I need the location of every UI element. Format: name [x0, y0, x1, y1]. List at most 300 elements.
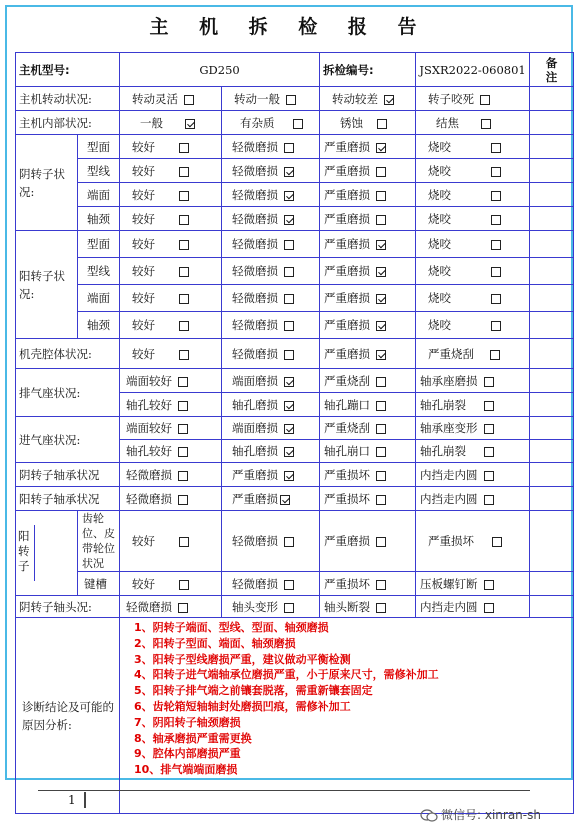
casing-label: 机壳腔体状况: — [16, 339, 120, 369]
male-rotor-row — [16, 258, 574, 285]
remark-cell — [530, 596, 574, 618]
option-label: 轻微磨损 — [232, 163, 279, 178]
checkbox-checked[interactable] — [280, 495, 290, 505]
option-cell — [416, 440, 530, 463]
inspection-table — [15, 52, 574, 814]
checkbox-unchecked[interactable] — [178, 447, 188, 457]
option-label: 轴孔崩裂 — [420, 444, 467, 458]
option-cell — [222, 111, 320, 135]
conclusion-item: 8、轴承磨损严重需更换 — [134, 731, 252, 745]
option-label: 严重磨损 — [324, 163, 371, 178]
option-label: 轴孔崩口 — [324, 444, 371, 458]
rotation-opt-0 — [120, 87, 222, 111]
option-cell — [222, 369, 320, 393]
option-label: 一般 — [140, 115, 164, 130]
checkbox-unchecked[interactable] — [184, 95, 194, 105]
option-label: 严重损坏 — [324, 576, 371, 591]
watermark-text: 微信号: xinran-sh — [441, 808, 541, 822]
option-cell — [416, 369, 530, 393]
checkbox-unchecked[interactable] — [484, 401, 494, 411]
part-label: 轴颈 — [78, 312, 120, 339]
checkbox-unchecked[interactable] — [293, 119, 303, 129]
option-cell — [120, 417, 222, 440]
male-bearing-label: 阳转子轴承状况 — [16, 487, 120, 511]
conclusion-item: 3、阳转子型线磨损严重，建议做动平衡检测 — [134, 652, 351, 666]
option-cell — [416, 487, 530, 511]
option-label: 烧咬 — [428, 264, 452, 278]
watermark — [420, 806, 541, 823]
option-cell — [222, 135, 320, 159]
checkbox-checked[interactable] — [376, 240, 386, 250]
option-cell — [222, 339, 320, 369]
option-label: 端面磨损 — [232, 421, 279, 435]
part-label: 端面 — [78, 285, 120, 312]
option-label: 严重磨损 — [324, 187, 371, 202]
option-label: 轻微磨损 — [232, 264, 279, 278]
checkbox-unchecked[interactable] — [484, 495, 494, 505]
checkbox-unchecked[interactable] — [376, 377, 386, 387]
checkbox-unchecked[interactable] — [179, 191, 189, 201]
remark-cell — [530, 312, 574, 339]
option-label: 轻微磨损 — [232, 346, 279, 361]
remark-cell — [530, 487, 574, 511]
part-label: 型面 — [78, 135, 120, 159]
checkbox-unchecked[interactable] — [376, 447, 386, 457]
option-label: 严重磨损 — [324, 237, 371, 251]
male-rotor-row — [16, 285, 574, 312]
key-label: 键槽 — [78, 572, 120, 596]
option-label: 轻微磨损 — [232, 237, 279, 251]
checkbox-unchecked[interactable] — [179, 321, 189, 331]
option-label: 较好 — [132, 291, 156, 305]
checkbox-unchecked[interactable] — [491, 267, 501, 277]
remark-cell — [530, 440, 574, 463]
option-label: 轴头变形 — [232, 599, 279, 614]
option-label: 严重磨损 — [232, 491, 279, 506]
option-label: 严重烧刮 — [428, 346, 475, 361]
option-label: 轴孔较好 — [126, 397, 173, 412]
option-label: 锈蚀 — [340, 115, 364, 130]
option-cell — [222, 231, 320, 258]
option-label: 严重磨损 — [232, 467, 279, 482]
option-label: 较好 — [132, 237, 156, 251]
checkbox-checked[interactable] — [284, 377, 294, 387]
option-cell — [120, 369, 222, 393]
option-label: 严重磨损 — [324, 346, 371, 361]
checkbox-unchecked[interactable] — [284, 321, 294, 331]
keyway-row — [16, 572, 574, 596]
option-cell — [222, 417, 320, 440]
option-cell — [416, 339, 530, 369]
option-cell — [416, 207, 530, 231]
conclusion-item: 9、腔体内部磨损严重 — [134, 747, 241, 761]
option-cell — [120, 487, 222, 511]
intake-label: 进气座状况: — [16, 417, 120, 463]
checkbox-unchecked[interactable] — [480, 95, 490, 105]
option-label: 端面较好 — [126, 373, 173, 388]
option-cell — [120, 312, 222, 339]
female-rotor-row — [16, 159, 574, 183]
option-cell — [320, 207, 416, 231]
option-label: 严重磨损 — [324, 264, 371, 278]
option-cell — [320, 312, 416, 339]
option-cell — [222, 572, 320, 596]
option-cell — [320, 285, 416, 312]
option-cell — [222, 312, 320, 339]
checkbox-unchecked[interactable] — [490, 350, 500, 360]
option-label: 轴孔较好 — [126, 444, 173, 458]
rotation-opt-2 — [320, 87, 416, 111]
option-label: 结焦 — [436, 115, 460, 130]
option-cell — [120, 339, 222, 369]
option-cell — [320, 596, 416, 618]
option-cell — [222, 596, 320, 618]
checkbox-unchecked[interactable] — [179, 294, 189, 304]
option-label: 轻微磨损 — [232, 534, 279, 548]
option-cell — [320, 487, 416, 511]
option-label: 轻微磨损 — [126, 467, 173, 482]
option-cell — [320, 511, 416, 572]
checkbox-unchecked[interactable] — [491, 215, 501, 225]
male-rotor-misc-label: 阳转子 — [16, 525, 35, 581]
option-label: 轴孔磨损 — [232, 397, 279, 412]
option-label: 严重损坏 — [324, 467, 371, 482]
checkbox-unchecked[interactable] — [492, 537, 502, 547]
option-label: 烧咬 — [428, 139, 452, 154]
remark-cell — [530, 339, 574, 369]
option-cell — [416, 183, 530, 207]
option-label: 严重磨损 — [324, 318, 371, 332]
checkbox-checked[interactable] — [284, 401, 294, 411]
option-label: 较好 — [132, 139, 156, 154]
option-cell — [416, 111, 530, 135]
checkbox-unchecked[interactable] — [179, 580, 189, 590]
option-label: 较好 — [132, 534, 156, 548]
option-label: 严重烧刮 — [324, 373, 371, 388]
exhaust-row — [16, 369, 574, 393]
option-label: 较好 — [132, 318, 156, 332]
remark-cell — [530, 258, 574, 285]
checkbox-unchecked[interactable] — [179, 267, 189, 277]
option-label: 转动较差 — [332, 91, 379, 106]
remark-label — [530, 53, 574, 87]
option-cell — [416, 511, 530, 572]
checkbox-unchecked[interactable] — [491, 321, 501, 331]
female-rotor-row — [16, 135, 574, 159]
option-cell — [222, 183, 320, 207]
option-cell — [320, 135, 416, 159]
checkbox-unchecked[interactable] — [376, 191, 386, 201]
number-value: JSXR2022-060801 — [416, 53, 530, 87]
checkbox-unchecked[interactable] — [178, 401, 188, 411]
model-label: 主机型号: — [16, 53, 120, 87]
checkbox-unchecked[interactable] — [376, 215, 386, 225]
option-cell — [120, 440, 222, 463]
option-cell — [222, 487, 320, 511]
conclusion-label: 诊断结论及可能的原因分析: — [16, 618, 120, 814]
option-cell — [222, 285, 320, 312]
checkbox-unchecked[interactable] — [481, 119, 491, 129]
checkbox-unchecked[interactable] — [376, 424, 386, 434]
option-cell — [320, 463, 416, 487]
remark-cell — [530, 511, 574, 572]
page-number: 1 — [68, 793, 76, 807]
option-cell — [120, 111, 222, 135]
option-cell — [222, 207, 320, 231]
option-cell — [416, 285, 530, 312]
checkbox-unchecked[interactable] — [491, 143, 501, 153]
checkbox-unchecked[interactable] — [491, 240, 501, 250]
option-label: 严重磨损 — [324, 211, 371, 226]
option-label: 严重损坏 — [428, 534, 475, 548]
option-label: 烧咬 — [428, 237, 452, 251]
remark-cell — [530, 463, 574, 487]
model-value: GD250 — [120, 53, 320, 87]
checkbox-unchecked[interactable] — [484, 603, 494, 613]
option-cell — [222, 159, 320, 183]
option-label: 轻微磨损 — [232, 291, 279, 305]
shaft-head-row — [16, 596, 574, 618]
option-cell — [120, 572, 222, 596]
option-label: 转动一般 — [234, 91, 281, 106]
option-label: 烧咬 — [428, 211, 452, 226]
option-cell — [320, 417, 416, 440]
option-label: 严重烧刮 — [324, 421, 371, 435]
remark-text: 备注 — [545, 55, 558, 84]
male-bearing-row — [16, 487, 574, 511]
checkbox-unchecked[interactable] — [376, 401, 386, 411]
option-cell — [120, 207, 222, 231]
checkbox-checked[interactable] — [376, 294, 386, 304]
gear-row — [16, 511, 574, 572]
option-label: 较好 — [132, 346, 156, 361]
checkbox-unchecked[interactable] — [179, 537, 189, 547]
female-bearing-row — [16, 463, 574, 487]
conclusion-item: 10、排气端端面磨损 — [134, 763, 238, 777]
footer-marker — [84, 792, 86, 808]
checkbox-unchecked[interactable] — [491, 294, 501, 304]
option-label: 较好 — [132, 163, 156, 178]
remark-cell — [530, 111, 574, 135]
checkbox-unchecked[interactable] — [179, 350, 189, 360]
female-rotor-row — [16, 183, 574, 207]
option-cell — [120, 231, 222, 258]
checkbox-unchecked[interactable] — [179, 167, 189, 177]
option-label: 烧咬 — [428, 291, 452, 305]
option-label: 轴孔磨损 — [232, 444, 279, 458]
remark-cell — [530, 135, 574, 159]
part-label: 型线 — [78, 258, 120, 285]
option-cell — [222, 440, 320, 463]
option-cell — [416, 312, 530, 339]
checkbox-checked[interactable] — [384, 95, 394, 105]
checkbox-checked[interactable] — [284, 191, 294, 201]
checkbox-checked[interactable] — [185, 119, 195, 129]
option-label: 内挡走内圆 — [420, 599, 478, 614]
checkbox-unchecked[interactable] — [284, 580, 294, 590]
checkbox-checked[interactable] — [284, 215, 294, 225]
checkbox-checked[interactable] — [376, 321, 386, 331]
checkbox-unchecked[interactable] — [484, 471, 494, 481]
conclusion-list — [120, 618, 574, 814]
option-label: 端面磨损 — [232, 373, 279, 388]
checkbox-unchecked[interactable] — [284, 240, 294, 250]
option-label: 轴承座变形 — [420, 421, 478, 435]
remark-cell — [530, 87, 574, 111]
remark-cell — [530, 417, 574, 440]
male-rotor-row — [16, 231, 574, 258]
female-rotor-row — [16, 207, 574, 231]
rotation-label: 主机转动状况: — [16, 87, 120, 111]
checkbox-unchecked[interactable] — [377, 119, 387, 129]
checkbox-unchecked[interactable] — [491, 167, 501, 177]
checkbox-unchecked[interactable] — [178, 495, 188, 505]
remark-cell — [530, 207, 574, 231]
option-label: 轻微磨损 — [232, 211, 279, 226]
option-cell — [320, 159, 416, 183]
option-label: 压板螺钉断 — [420, 576, 478, 591]
option-label: 内挡走内圆 — [420, 467, 478, 482]
option-cell — [416, 159, 530, 183]
checkbox-unchecked[interactable] — [284, 537, 294, 547]
checkbox-unchecked[interactable] — [284, 267, 294, 277]
option-label: 转动灵活 — [132, 91, 179, 106]
checkbox-unchecked[interactable] — [179, 143, 189, 153]
checkbox-unchecked[interactable] — [284, 294, 294, 304]
option-cell — [320, 183, 416, 207]
checkbox-checked[interactable] — [284, 471, 294, 481]
checkbox-unchecked[interactable] — [179, 240, 189, 250]
part-label: 端面 — [78, 183, 120, 207]
checkbox-unchecked[interactable] — [484, 377, 494, 387]
option-cell — [120, 393, 222, 417]
option-label: 轻微磨损 — [232, 187, 279, 202]
option-cell — [416, 417, 530, 440]
option-cell — [416, 596, 530, 618]
option-label: 较好 — [132, 187, 156, 202]
checkbox-unchecked[interactable] — [376, 603, 386, 613]
checkbox-checked[interactable] — [284, 447, 294, 457]
checkbox-unchecked[interactable] — [376, 167, 386, 177]
option-cell — [120, 511, 222, 572]
part-label: 型线 — [78, 159, 120, 183]
option-label: 轻微磨损 — [126, 599, 173, 614]
checkbox-unchecked[interactable] — [286, 95, 296, 105]
checkbox-unchecked[interactable] — [178, 424, 188, 434]
checkbox-checked[interactable] — [376, 350, 386, 360]
option-label: 轴孔蹦口 — [324, 397, 371, 412]
option-label: 轻微磨损 — [232, 139, 279, 154]
checkbox-unchecked[interactable] — [484, 424, 494, 434]
option-label: 轴承座磨损 — [420, 373, 478, 388]
report-title: 主 机 拆 检 报 告 — [149, 16, 429, 38]
option-label: 轻微磨损 — [232, 576, 279, 591]
checkbox-checked[interactable] — [284, 424, 294, 434]
checkbox-unchecked[interactable] — [178, 377, 188, 387]
conclusion-item: 5、阳转子排气端之前镶套脱落，需重新镶套固定 — [134, 684, 373, 698]
option-label: 有杂质 — [240, 115, 275, 130]
conclusion-item: 2、阳转子型面、端面、轴颈磨损 — [134, 636, 296, 650]
option-cell — [120, 135, 222, 159]
option-label: 严重磨损 — [324, 139, 371, 154]
checkbox-unchecked[interactable] — [178, 603, 188, 613]
rotation-opt-3 — [416, 87, 530, 111]
checkbox-unchecked[interactable] — [484, 580, 494, 590]
option-cell — [320, 572, 416, 596]
female-bearing-label: 阴转子轴承状况 — [16, 463, 120, 487]
option-label: 严重磨损 — [324, 291, 371, 305]
option-cell — [320, 231, 416, 258]
female-rotor-label: 阴转子状况: — [16, 135, 78, 231]
checkbox-unchecked[interactable] — [284, 350, 294, 360]
option-cell — [416, 393, 530, 417]
male-rotor-misc-cell — [16, 511, 78, 596]
option-cell — [320, 258, 416, 285]
option-cell — [120, 463, 222, 487]
remark-cell — [530, 159, 574, 183]
option-label: 烧咬 — [428, 187, 452, 202]
option-label: 端面较好 — [126, 421, 173, 435]
wechat-icon — [420, 809, 438, 822]
checkbox-unchecked[interactable] — [376, 471, 386, 481]
option-cell — [222, 258, 320, 285]
option-label: 内挡走内圆 — [420, 491, 478, 506]
checkbox-unchecked[interactable] — [284, 143, 294, 153]
option-cell — [320, 111, 416, 135]
checkbox-unchecked[interactable] — [178, 471, 188, 481]
checkbox-unchecked[interactable] — [491, 191, 501, 201]
checkbox-unchecked[interactable] — [376, 495, 386, 505]
part-label: 型面 — [78, 231, 120, 258]
male-rotor-label: 阳转子状况: — [16, 231, 78, 339]
casing-row — [16, 339, 574, 369]
checkbox-checked[interactable] — [376, 143, 386, 153]
option-label: 较好 — [132, 576, 156, 591]
option-cell — [120, 285, 222, 312]
option-cell — [120, 159, 222, 183]
checkbox-unchecked[interactable] — [484, 447, 494, 457]
option-label: 轴孔崩裂 — [420, 397, 467, 412]
male-rotor-row — [16, 312, 574, 339]
conclusion-item: 7、阴阳转子轴颈磨损 — [134, 715, 241, 729]
remark-cell — [530, 572, 574, 596]
option-cell — [320, 339, 416, 369]
option-cell — [416, 231, 530, 258]
option-label: 轴头断裂 — [324, 599, 371, 614]
checkbox-unchecked[interactable] — [376, 580, 386, 590]
checkbox-unchecked[interactable] — [179, 215, 189, 225]
checkbox-checked[interactable] — [376, 267, 386, 277]
option-label: 烧咬 — [428, 318, 452, 332]
checkbox-unchecked[interactable] — [376, 537, 386, 547]
option-label: 轻微磨损 — [126, 491, 173, 506]
option-cell — [120, 596, 222, 618]
conclusion-item: 4、阳转子进气端轴承位磨损严重，小于原来尺寸，需修补加工 — [134, 668, 439, 682]
exhaust-label: 排气座状况: — [16, 369, 120, 417]
checkbox-checked[interactable] — [284, 167, 294, 177]
conclusion-item: 6、齿轮箱短轴轴封处磨损凹痕，需修补加工 — [134, 699, 351, 713]
option-label: 严重损坏 — [324, 491, 371, 506]
option-cell — [320, 440, 416, 463]
option-cell — [416, 258, 530, 285]
interior-label: 主机内部状况: — [16, 111, 120, 135]
option-label: 严重磨损 — [324, 534, 371, 548]
checkbox-unchecked[interactable] — [284, 603, 294, 613]
option-cell — [120, 258, 222, 285]
option-cell — [416, 572, 530, 596]
option-label: 转子咬死 — [428, 91, 475, 106]
remark-cell — [530, 393, 574, 417]
